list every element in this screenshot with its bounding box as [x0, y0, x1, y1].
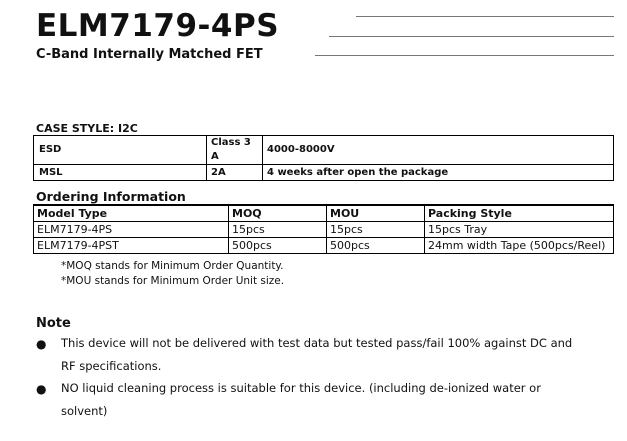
case-style-table: [33, 135, 614, 181]
table-cell: ELM7179-4PST: [34, 238, 229, 254]
case-cell: 4 weeks after open the package: [263, 165, 614, 181]
ordering-info-label: Ordering Information: [36, 189, 186, 204]
column-header: Packing Style: [425, 205, 614, 222]
footnote-moq: *MOQ stands for Minimum Order Quantity.: [61, 260, 284, 272]
case-cell: MSL: [34, 165, 207, 181]
table-row: [34, 238, 614, 254]
footnote-mou: *MOU stands for Minimum Order Unit size.: [61, 275, 285, 287]
table-row: [34, 222, 614, 238]
table-cell: 15pcs: [327, 222, 425, 238]
header-rule-3: [315, 55, 614, 56]
table-row: [34, 165, 614, 181]
case-style-label: CASE STYLE: I2C: [36, 122, 138, 135]
ordering-table: [33, 204, 614, 254]
table-cell: 15pcs: [229, 222, 327, 238]
document-title: ELM7179-4PS: [36, 8, 280, 44]
note-item: This device will not be delivered with test data but tested pass/fail 100% against DC and RF specifications.: [61, 336, 573, 373]
ordering-footnotes: [61, 259, 284, 289]
column-header: MOQ: [229, 205, 327, 222]
document-subtitle: C-Band Internally Matched FET: [36, 47, 263, 62]
bullet-icon: ●: [36, 382, 47, 396]
header-rule-1: [356, 16, 614, 17]
header-rule-2: [329, 36, 614, 37]
table-cell: 500pcs: [229, 238, 327, 254]
table-cell: 24mm width Tape (500pcs/Reel): [425, 238, 614, 254]
table-cell: 15pcs Tray: [425, 222, 614, 238]
case-cell: 2A: [207, 165, 263, 181]
table-cell: ELM7179-4PS: [34, 222, 229, 238]
case-cell: ESD: [34, 136, 207, 165]
table-cell: 500pcs: [327, 238, 425, 254]
table-header-row: [34, 205, 614, 222]
note-item: NO liquid cleaning process is suitable for this device. (including de-ionized water or solvent): [61, 381, 541, 418]
note-heading: Note: [36, 316, 71, 331]
column-header: Model Type: [34, 205, 229, 222]
table-row: [34, 136, 614, 165]
case-cell: 4000-8000V: [263, 136, 614, 165]
bullet-icon: ●: [36, 337, 47, 351]
case-cell: Class 3 A: [207, 136, 263, 165]
column-header: MOU: [327, 205, 425, 222]
